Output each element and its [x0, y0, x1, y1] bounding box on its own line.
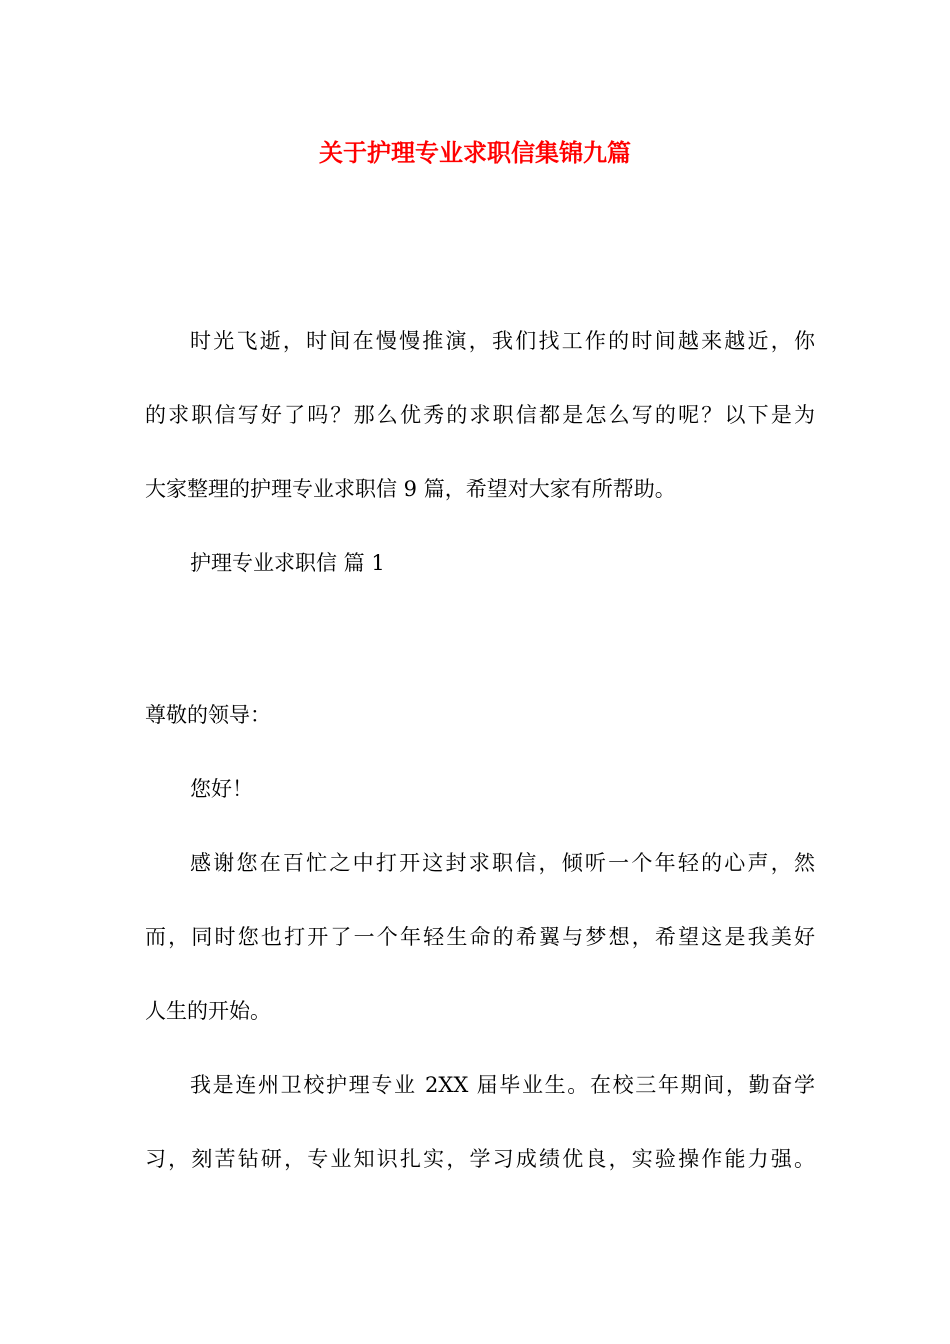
intro-line-1: 时光飞逝，时间在慢慢推演，我们找工作的时间越来越近，你	[190, 329, 815, 353]
greeting: 您好！	[190, 777, 253, 801]
intro-line-2: 的求职信写好了吗？那么优秀的求职信都是怎么写的呢？以下是为	[145, 403, 815, 427]
paragraph-2-line-1: 我是连州卫校护理专业 2XX 届毕业生。在校三年期间，勤奋学	[190, 1073, 815, 1097]
paragraph-1-line-3: 人生的开始。	[145, 999, 271, 1023]
paragraph-2-line-2: 习，刻苦钻研，专业知识扎实，学习成绩优良，实验操作能力强。	[145, 1147, 815, 1171]
intro-line-3: 大家整理的护理专业求职信 9 篇，希望对大家有所帮助。	[145, 477, 676, 501]
salutation: 尊敬的领导：	[145, 703, 271, 727]
paragraph-1-line-1: 感谢您在百忙之中打开这封求职信，倾听一个年轻的心声，然	[190, 851, 815, 875]
paragraph-1-line-2: 而，同时您也打开了一个年轻生命的希翼与梦想，希望这是我美好	[145, 925, 815, 949]
section-heading: 护理专业求职信 篇 1	[190, 551, 385, 575]
document-title: 关于护理专业求职信集锦九篇	[319, 139, 631, 167]
